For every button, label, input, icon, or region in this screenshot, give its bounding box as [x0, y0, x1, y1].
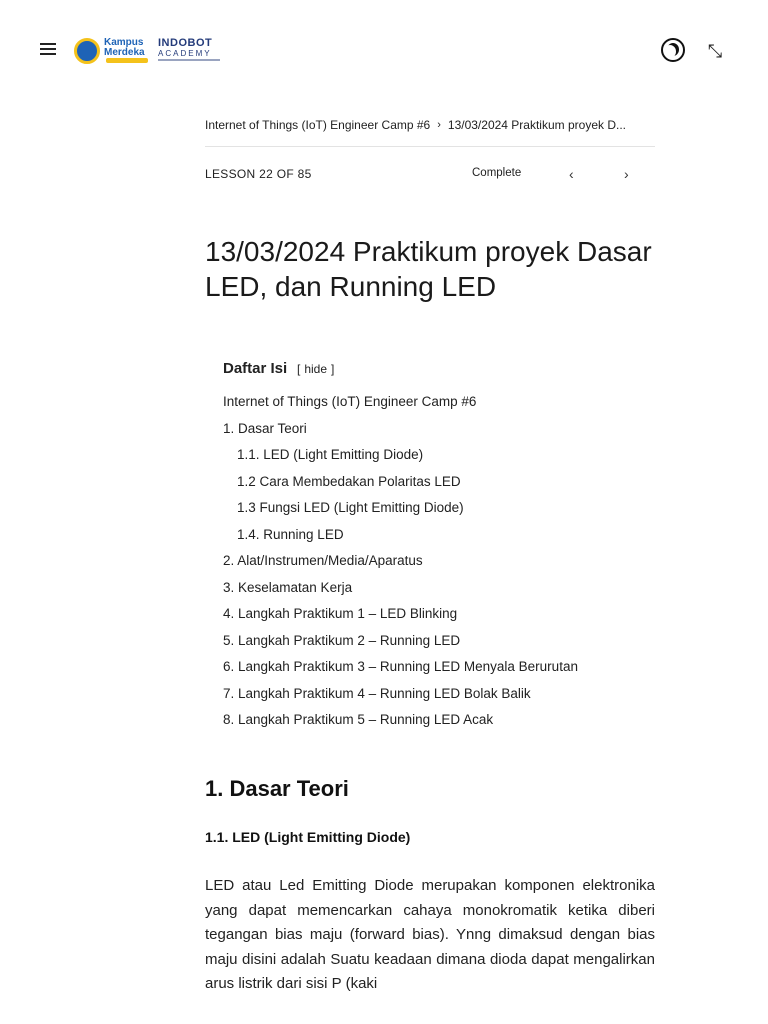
toc-link[interactable]: 4. Langkah Praktikum 1 – LED Blinking [223, 606, 458, 621]
toc-link[interactable]: 5. Langkah Praktikum 2 – Running LED [223, 632, 461, 648]
moon-icon[interactable] [661, 38, 685, 62]
toc-link[interactable]: 1. Dasar Teori [223, 420, 307, 436]
top-bar [0, 0, 768, 100]
toc-title: Daftar Isi [223, 360, 288, 377]
logo-text-indobot: INDOBOT [158, 37, 213, 49]
toc-item [223, 631, 653, 658]
collapse-icon[interactable]: ⤡ [707, 41, 723, 61]
prev-lesson-icon[interactable]: ‹ [569, 166, 574, 182]
table-of-contents [223, 360, 653, 737]
toc-link[interactable]: 1.2 Cara Membedakan Polaritas LED [237, 473, 461, 489]
toc-item [223, 472, 653, 499]
toc-link[interactable]: 1.4. Running LED [237, 526, 344, 542]
logo[interactable] [74, 36, 224, 66]
toc-item [223, 657, 653, 684]
toc-link[interactable]: 7. Langkah Praktikum 4 – Running LED Bolak Balik [223, 685, 531, 701]
toc-link[interactable]: 1.3 Fungsi LED (Light Emitting Diode) [237, 500, 464, 515]
subsection-heading: 1.1. LED (Light Emitting Diode) [205, 829, 411, 845]
section-heading: 1. Dasar Teori [205, 776, 349, 801]
toc-item [223, 551, 653, 578]
next-lesson-icon[interactable]: › [624, 166, 629, 182]
toc-item [223, 498, 653, 525]
complete-button[interactable]: Complete [472, 167, 522, 179]
breadcrumb-current: 13/03/2024 Praktikum proyek D... [447, 117, 626, 132]
toc-list [223, 392, 653, 737]
toc-link[interactable]: 2. Alat/Instrumen/Media/Aparatus [223, 553, 423, 568]
breadcrumb [205, 117, 655, 132]
toc-item [223, 710, 653, 737]
logo-text-merdeka: Merdeka [104, 47, 145, 58]
breadcrumb-separator-icon: › [437, 118, 441, 131]
toc-hide-toggle: [ hide ] [296, 362, 335, 376]
toc-item [223, 684, 653, 711]
hamburger-icon[interactable] [40, 43, 56, 55]
logo-underline [106, 58, 148, 63]
toc-link[interactable]: 3. Keselamatan Kerja [223, 579, 353, 595]
toc-link[interactable]: 1.1. LED (Light Emitting Diode) [237, 447, 424, 462]
toc-item [223, 525, 653, 552]
toc-item [223, 419, 653, 446]
toc-header [223, 360, 653, 382]
logo-tagline-line [158, 59, 220, 61]
toc-item [223, 445, 653, 472]
toc-item [223, 578, 653, 605]
toc-item [223, 604, 653, 631]
lesson-nav-bar [205, 166, 655, 184]
divider [205, 146, 655, 147]
toc-hide-link[interactable]: hide [304, 362, 327, 376]
kampus-merdeka-logo-icon [74, 38, 100, 64]
toc-link[interactable]: 8. Langkah Praktikum 5 – Running LED Acak [223, 712, 494, 727]
logo-text-kampus: Kampus [104, 37, 144, 48]
logo-text-academy: ACADEMY [158, 49, 212, 58]
breadcrumb-course-link[interactable]: Internet of Things (IoT) Engineer Camp #6 [205, 117, 431, 132]
page-title: 13/03/2024 Praktikum proyek Dasar LED, dan Running LED [205, 236, 652, 302]
lesson-counter: LESSON 22 OF 85 [205, 167, 312, 181]
toc-link[interactable]: 6. Langkah Praktikum 3 – Running LED Menyala Berurutan [223, 659, 578, 674]
toc-link[interactable]: Internet of Things (IoT) Engineer Camp #6 [223, 394, 477, 409]
body-paragraph: LED atau Led Emitting Diode merupakan komponen elektronika yang dapat memencarkan cahaya monokromatik ketika diberi tegangan bias maju (forward bias). Ynng dimaksud dengan bias maju disini adalah Suatu keadaan dimana dioda dapat mengalirkan arus listrik dari sisi P (kaki [205, 877, 655, 992]
toc-item [223, 392, 653, 419]
